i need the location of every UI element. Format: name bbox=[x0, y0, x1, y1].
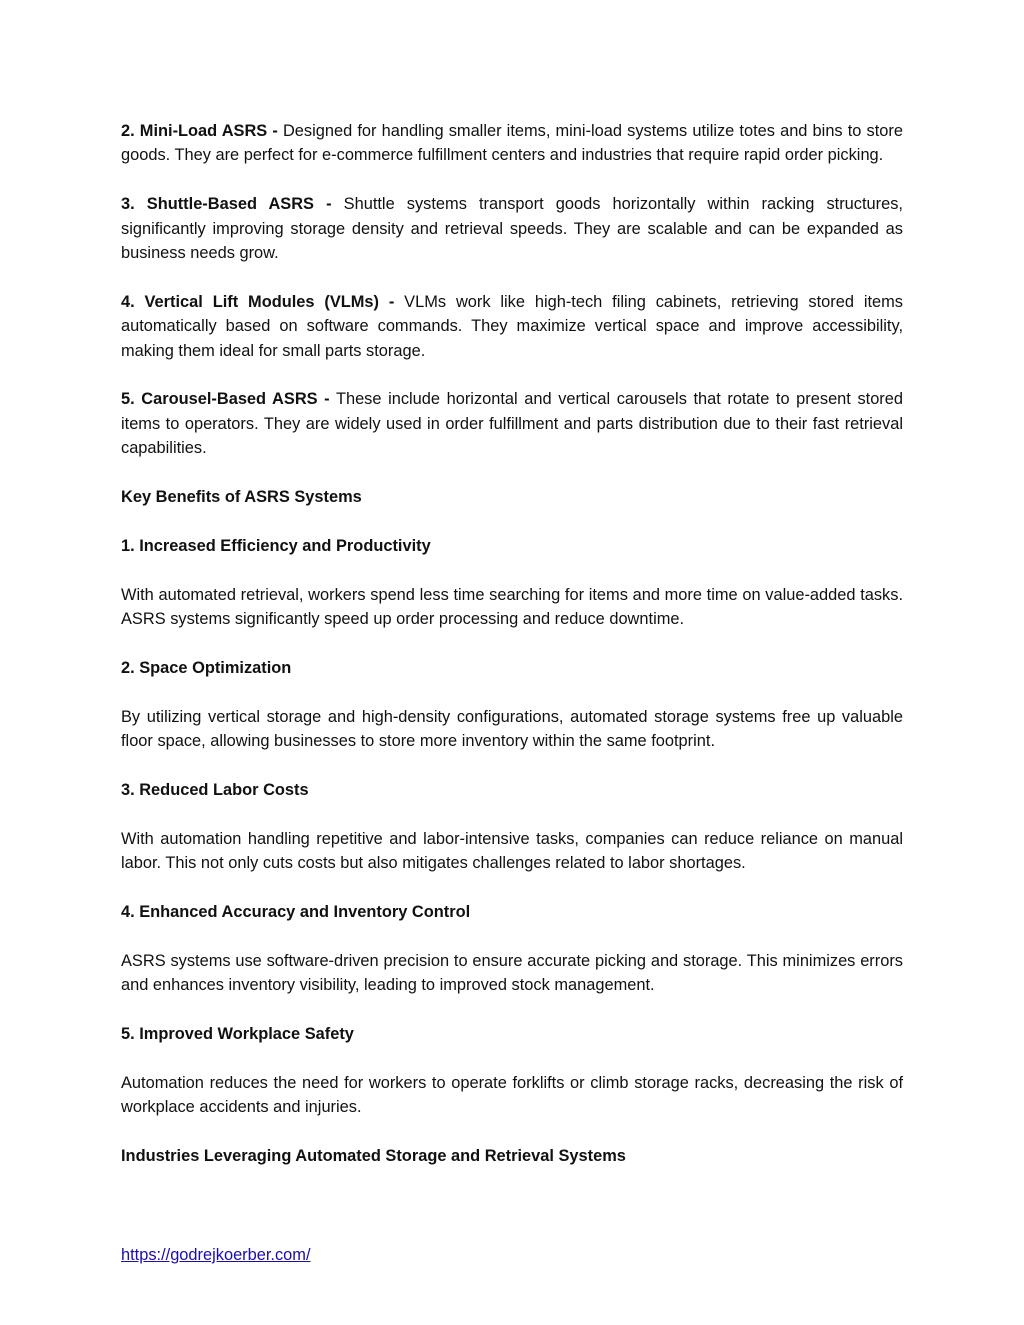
asrs-type-lead: 2. Mini-Load ASRS - bbox=[121, 122, 278, 140]
asrs-type-text: These include horizontal and vertical carousels that rotate to present stored items to operators. They are widely used in order fulfillment and parts distribution due to their fast retrieval capabilities. bbox=[121, 390, 904, 458]
benefit-title: 5. Improved Workplace Safety bbox=[121, 1024, 354, 1043]
benefit-text: By utilizing vertical storage and high-density configurations, automated storage systems free up valuable floor space, allowing businesses to store more inventory within the same footprint. bbox=[121, 707, 903, 751]
benefit-text: With automation handling repetitive and labor-intensive tasks, companies can reduce reliance on manual labor. This not only cuts costs but also mitigates challenges related to labor shortages. bbox=[121, 829, 903, 873]
document-body bbox=[121, 119, 903, 1193]
asrs-type-text: Designed for handling smaller items, mini-load systems utilize totes and bins to store goods. They are perfect for e-commerce fulfillment centers and industries that require rapid order picking. bbox=[121, 122, 903, 165]
benefit-title: 4. Enhanced Accuracy and Inventory Control bbox=[121, 902, 471, 921]
benefit-title: 1. Increased Efficiency and Productivity bbox=[121, 536, 431, 555]
asrs-type-text: Shuttle systems transport goods horizontally within racking structures, significantly improving storage density and retrieval speeds. They are scalable and can be expanded as business needs grow. bbox=[121, 195, 903, 263]
asrs-type-lead: 5. Carousel-Based ASRS - bbox=[121, 390, 330, 409]
benefit-title: 3. Reduced Labor Costs bbox=[121, 780, 309, 799]
industries-heading: Industries Leveraging Automated Storage and Retrieval Systems bbox=[121, 1146, 626, 1165]
benefits-heading: Key Benefits of ASRS Systems bbox=[121, 488, 362, 507]
asrs-type-vlm bbox=[121, 290, 903, 363]
asrs-type-shuttle bbox=[121, 192, 903, 265]
asrs-type-text: VLMs work like high-tech filing cabinets, retrieving stored items automatically based on software commands. They maximize vertical space and improve accessibility, making them ideal for small parts storage. bbox=[121, 292, 903, 360]
benefit-text: With automated retrieval, workers spend less time searching for items and more time on value-added tasks. ASRS systems significantly speed up order processing and reduce downtime. bbox=[121, 585, 903, 629]
benefit-text: Automation reduces the need for workers to operate forklifts or climb storage racks, decreasing the risk of workplace accidents and injuries. bbox=[121, 1073, 903, 1117]
asrs-type-carousel bbox=[121, 387, 903, 460]
asrs-type-lead: 4. Vertical Lift Modules (VLMs) - bbox=[121, 292, 395, 311]
asrs-type-mini-load bbox=[121, 119, 903, 168]
asrs-type-lead: 3. Shuttle-Based ASRS - bbox=[121, 195, 332, 214]
benefit-text: ASRS systems use software-driven precision to ensure accurate picking and storage. This minimizes errors and enhances inventory visibility, leading to improved stock management. bbox=[121, 951, 903, 995]
footer-website-link[interactable]: https://godrejkoerber.com/ bbox=[121, 1246, 311, 1264]
benefit-title: 2. Space Optimization bbox=[121, 658, 292, 677]
